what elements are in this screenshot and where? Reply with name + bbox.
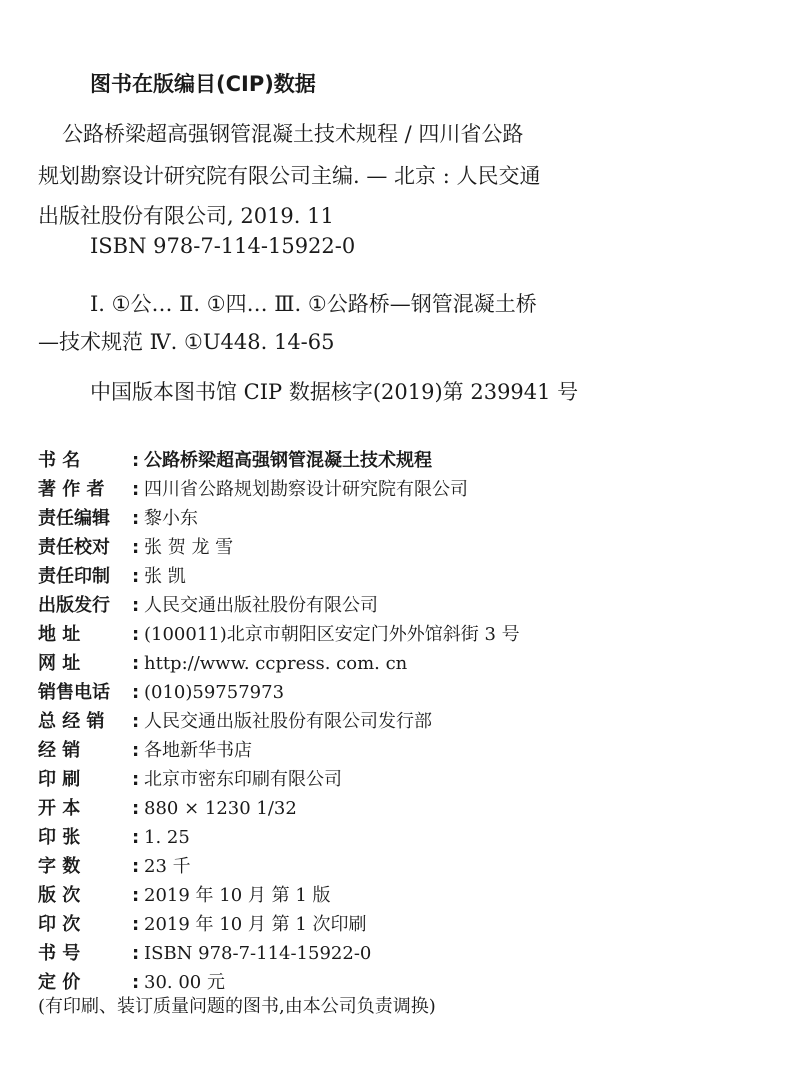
imprint-label: 开 本 (38, 798, 81, 819)
imprint-row-general-distributor (38, 708, 432, 736)
imprint-label: 总 经 销 (38, 711, 105, 732)
imprint-row-sheets (38, 824, 190, 852)
imprint-label: 销售电话 (38, 682, 110, 703)
imprint-value: 1. 25 (144, 827, 190, 848)
cip-line-1: 公路桥梁超高强钢管混凝土技术规程 / 四川省公路 (62, 122, 524, 146)
imprint-value: 公路桥梁超高强钢管混凝土技术规程 (144, 450, 432, 471)
imprint-colon: : (132, 537, 140, 558)
imprint-row-publisher (38, 592, 378, 620)
imprint-label: 出版发行 (38, 595, 110, 616)
quality-notice: (有印刷、装订质量问题的图书,由本公司负责调换) (38, 996, 436, 1017)
imprint-label: 经 销 (38, 740, 81, 761)
imprint-label: 定 价 (38, 972, 81, 993)
imprint-colon: : (132, 653, 140, 674)
imprint-row-edition (38, 882, 331, 910)
imprint-row-author (38, 476, 468, 504)
imprint-label: 印 张 (38, 827, 81, 848)
imprint-label: 书 名 (38, 450, 81, 471)
imprint-row-print-manager (38, 563, 186, 591)
cip-isbn: ISBN 978-7-114-15922-0 (90, 234, 356, 258)
imprint-colon: : (132, 740, 140, 761)
imprint-label: 书 号 (38, 943, 81, 964)
imprint-value: 人民交通出版社股份有限公司发行部 (144, 711, 432, 732)
imprint-value: 四川省公路规划勘察设计研究院有限公司 (144, 479, 468, 500)
imprint-label: 责任编辑 (38, 508, 110, 529)
imprint-value: 张 贺 龙 雪 (144, 537, 234, 558)
imprint-value: 人民交通出版社股份有限公司 (144, 595, 378, 616)
imprint-value: (100011)北京市朝阳区安定门外外馆斜街 3 号 (144, 624, 520, 645)
cip-classification-1: Ⅰ. ①公… Ⅱ. ①四… Ⅲ. ①公路桥—钢管混凝土桥 (90, 292, 537, 316)
imprint-row-printer (38, 766, 342, 794)
imprint-value: 23 千 (144, 856, 191, 877)
imprint-colon: : (132, 972, 140, 993)
imprint-label: 责任印制 (38, 566, 110, 587)
imprint-colon: : (132, 856, 140, 877)
imprint-label: 网 址 (38, 653, 81, 674)
imprint-row-sales-phone (38, 679, 284, 707)
imprint-row-editor (38, 505, 198, 533)
imprint-label: 字 数 (38, 856, 81, 877)
imprint-colon: : (132, 943, 140, 964)
imprint-label: 印 次 (38, 914, 81, 935)
cip-classification-2: —技术规范 Ⅳ. ①U448. 14-65 (38, 330, 335, 354)
imprint-colon: : (132, 914, 140, 935)
imprint-row-website (38, 650, 407, 678)
imprint-row-title (38, 447, 432, 475)
imprint-value: http://www. ccpress. com. cn (144, 653, 408, 674)
imprint-colon: : (132, 769, 140, 790)
imprint-label: 责任校对 (38, 537, 110, 558)
imprint-value: 各地新华书店 (144, 740, 252, 761)
imprint-value: 2019 年 10 月 第 1 次印刷 (144, 914, 367, 935)
imprint-row-book-number (38, 940, 371, 968)
imprint-value: 30. 00 元 (144, 972, 225, 993)
imprint-colon: : (132, 711, 140, 732)
imprint-row-word-count (38, 853, 191, 881)
imprint-value: 北京市密东印刷有限公司 (144, 769, 342, 790)
imprint-colon: : (132, 827, 140, 848)
cip-line-3: 出版社股份有限公司, 2019. 11 (38, 204, 334, 228)
imprint-colon: : (132, 479, 140, 500)
imprint-row-proofreader (38, 534, 233, 562)
imprint-value: 880 × 1230 1/32 (144, 798, 297, 819)
cip-line-2: 规划勘察设计研究院有限公司主编. — 北京 : 人民交通 (38, 164, 541, 188)
imprint-value: ISBN 978-7-114-15922-0 (144, 943, 372, 964)
cip-record-number: 中国版本图书馆 CIP 数据核字(2019)第 239941 号 (90, 380, 579, 404)
imprint-value: 黎小东 (144, 508, 198, 529)
imprint-row-distributor (38, 737, 252, 765)
imprint-label: 地 址 (38, 624, 81, 645)
imprint-value: 2019 年 10 月 第 1 版 (144, 885, 331, 906)
imprint-colon: : (132, 566, 140, 587)
imprint-colon: : (132, 450, 140, 471)
imprint-label: 著 作 者 (38, 479, 105, 500)
imprint-row-address (38, 621, 520, 649)
imprint-colon: : (132, 624, 140, 645)
imprint-colon: : (132, 798, 140, 819)
imprint-value: (010)59757973 (144, 682, 285, 703)
imprint-colon: : (132, 682, 140, 703)
imprint-row-format (38, 795, 297, 823)
imprint-row-printing (38, 911, 367, 939)
imprint-colon: : (132, 885, 140, 906)
imprint-label: 版 次 (38, 885, 81, 906)
imprint-value: 张 凯 (144, 566, 186, 587)
cip-heading: 图书在版编目(CIP)数据 (90, 72, 316, 96)
imprint-colon: : (132, 595, 140, 616)
imprint-label: 印 刷 (38, 769, 81, 790)
imprint-colon: : (132, 508, 140, 529)
